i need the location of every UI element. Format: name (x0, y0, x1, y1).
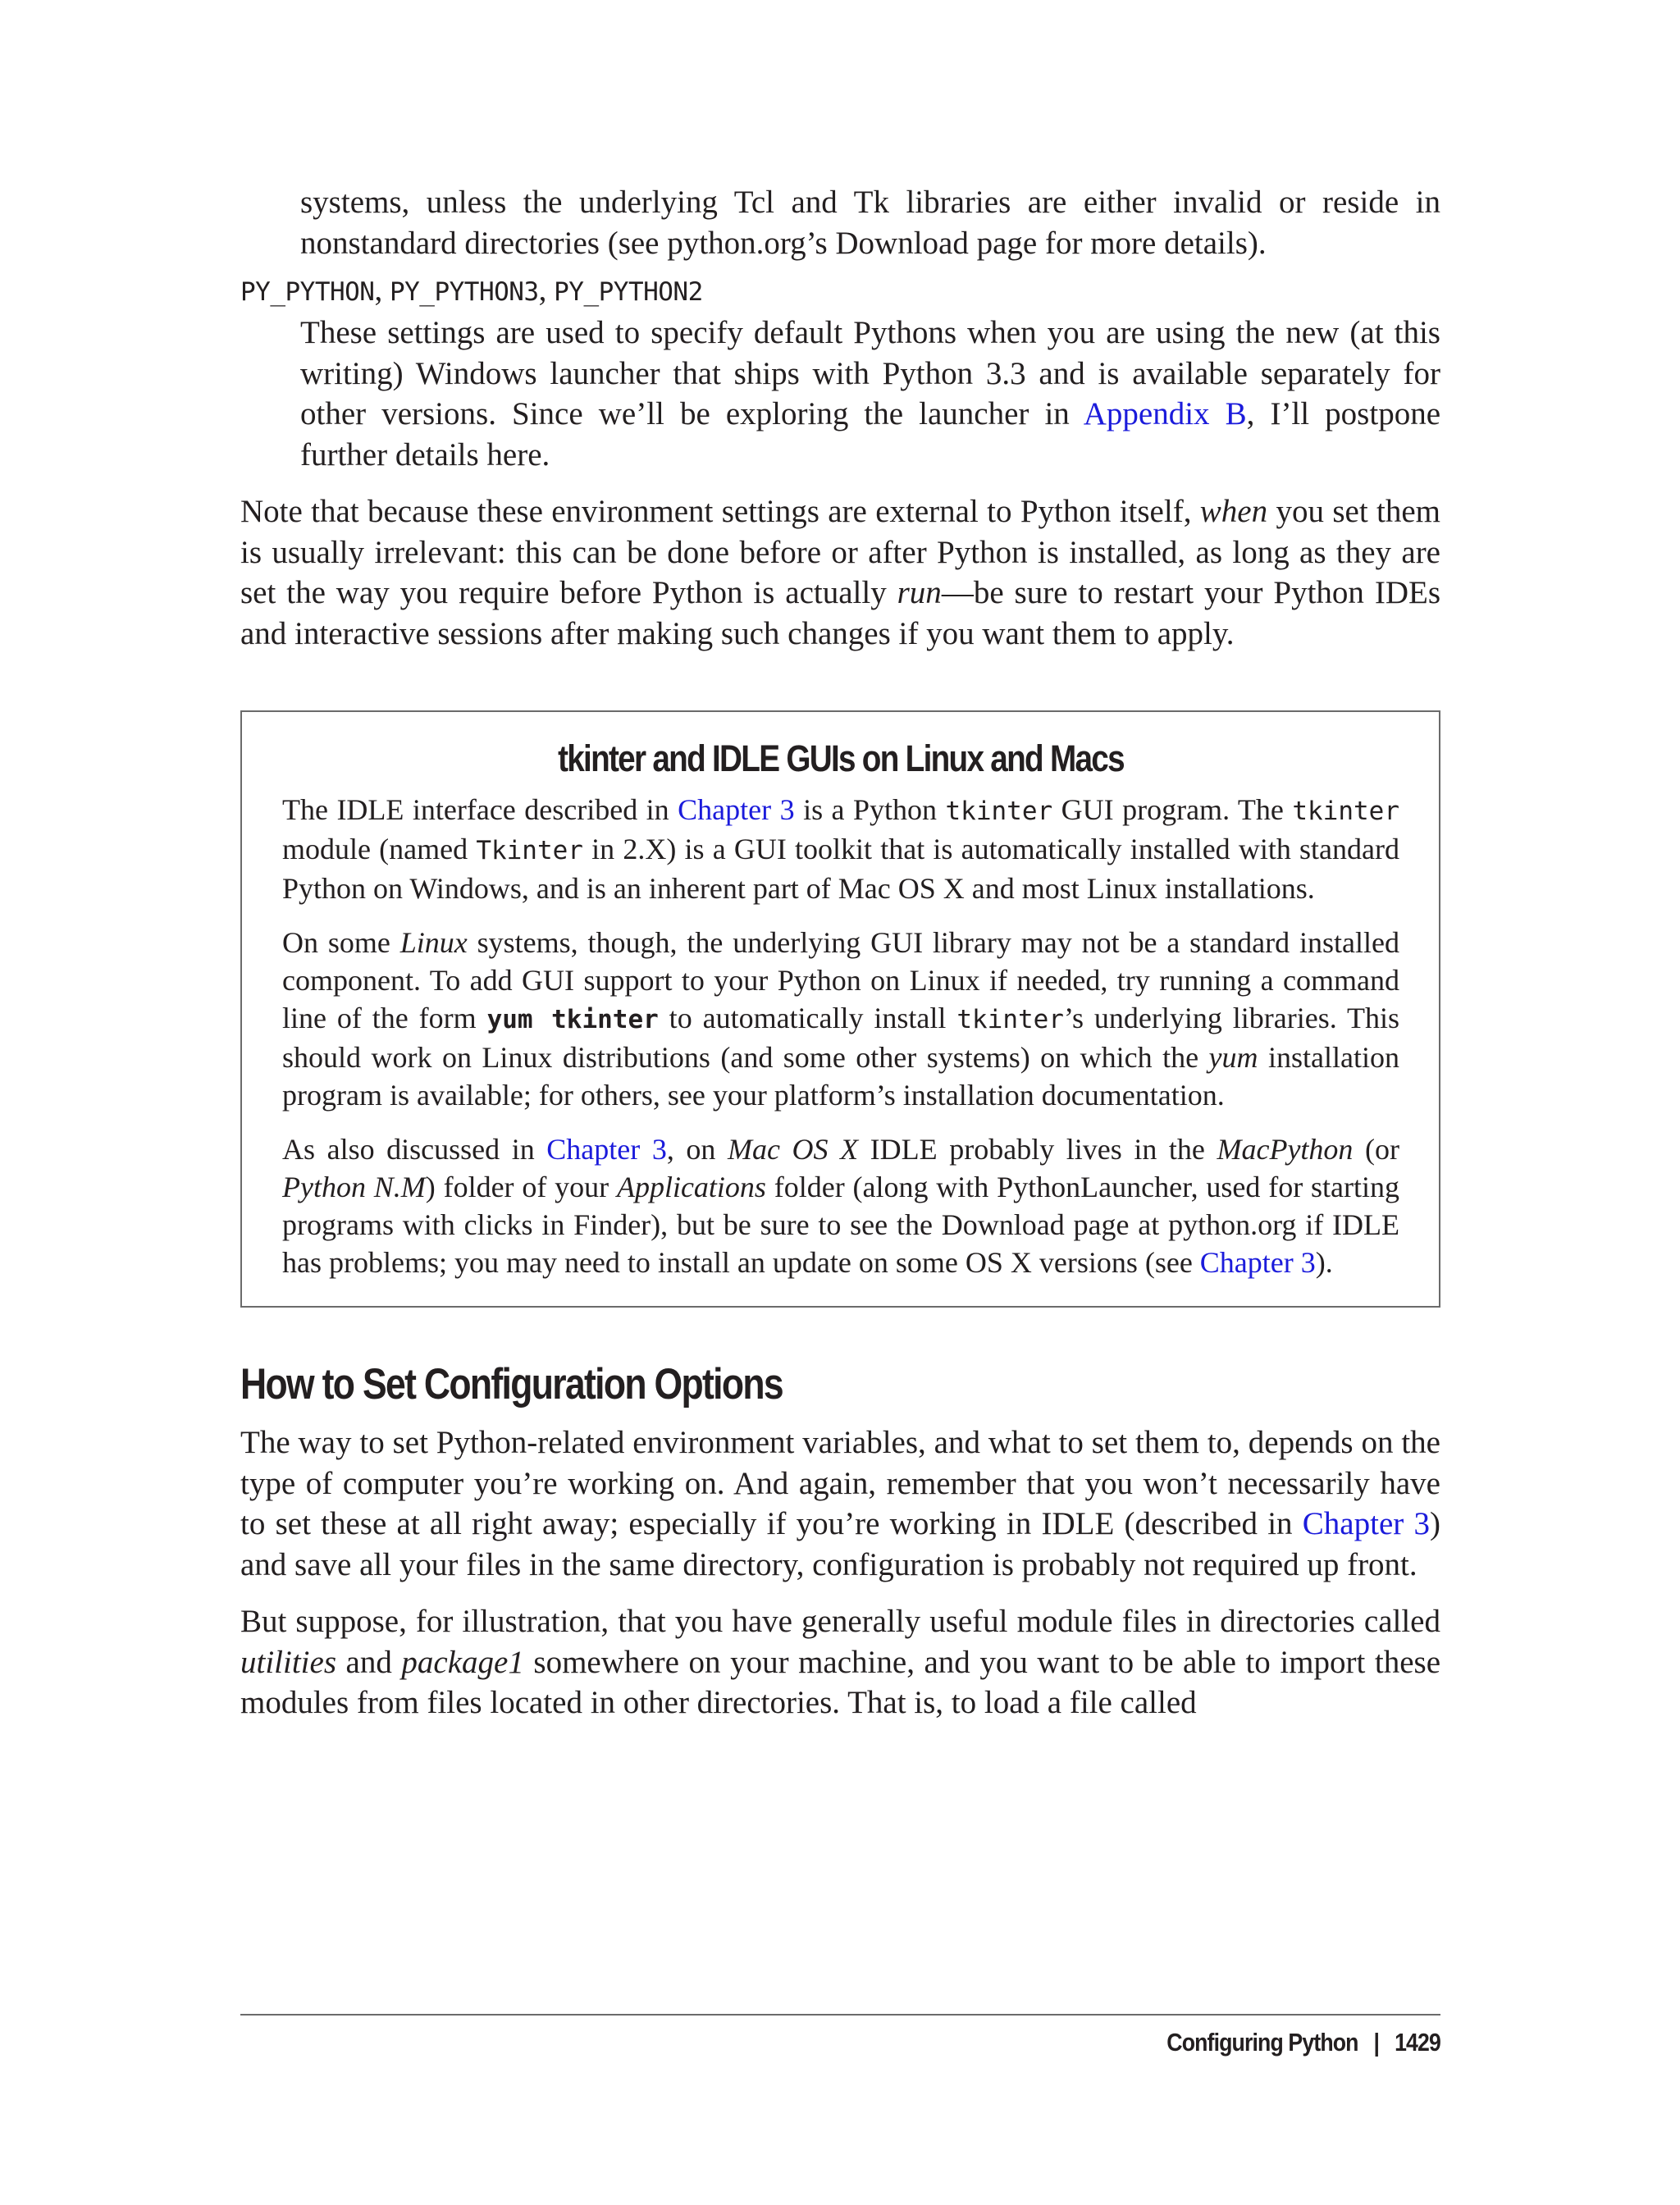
running-head: Configuring Python (1166, 2028, 1358, 2057)
sp1-text-a: The IDLE interface described in (282, 793, 678, 826)
sp3-text-a: As also discussed in (282, 1133, 547, 1166)
s2-text-b: and (336, 1644, 402, 1680)
s1-text-a: The way to set Python-related environment variables, and what to set them to, depends on the type of computer you’re working on. And again, remember that you won’t necessarily have to set these at all right away; especially if you’re working in IDLE (described in (240, 1425, 1440, 1541)
sp1-text-d: module (named (282, 833, 477, 865)
intro-paragraph (300, 182, 1440, 263)
term-def-text-b: , I’ll postpone further details here. (300, 396, 1440, 472)
chapter-3-link[interactable]: Chapter 3 (546, 1133, 667, 1166)
code-tkinter: tkinter (945, 797, 1053, 826)
sp1-text-e: in 2.X) is a GUI toolkit that is automatically installed with standard Python on Windows, and is an inherent part of Mac OS X and most Linux installations. (282, 833, 1400, 905)
code-tkinter: tkinter (1292, 797, 1399, 826)
footer-separator: | (1373, 2028, 1380, 2057)
page-body (240, 182, 1440, 1723)
sidebar-paragraph-1 (282, 791, 1399, 907)
term-separator-2: , (538, 272, 555, 308)
sp1-text-b: is a Python (794, 793, 946, 826)
section-paragraph-1 (240, 1422, 1440, 1585)
code-Tkinter: Tkinter (476, 836, 583, 865)
sp3-mac-os-x: Mac OS X (728, 1133, 859, 1166)
code-tkinter: tkinter (956, 1005, 1064, 1034)
note-text-a: Note that because these environment settings are external to Python itself, (240, 494, 1200, 529)
page-footer (1166, 2026, 1440, 2059)
sp3-text-f: folder (along with PythonLauncher, used for starting programs with clicks in Finder), but be sure to see the Download page at python.org if IDLE has problems; you may need to install an update on some OS X versions (see (282, 1171, 1399, 1279)
sp3-text-e: ) folder of your (425, 1171, 617, 1203)
term-definition (300, 313, 1440, 475)
sidebar-title: tkinter and IDLE GUIs on Linux and Macs (558, 737, 1124, 779)
s2-utilities: utilities (240, 1644, 336, 1680)
section-heading: How to Set Configuration Options (240, 1360, 783, 1408)
sp2-text-d: ’s underlying libraries. This should work on Linux distributions (and some other systems) on which the (282, 1002, 1399, 1074)
sidebar-paragraph-2 (282, 924, 1399, 1114)
s2-text-a: But suppose, for illustration, that you have generally useful module files in directories called (240, 1604, 1440, 1639)
term-def-text-a: These settings are used to specify default Pythons when you are using the new (at this writing) Windows launcher that ships with Python 3.3 and is available separately for other versions. Since we’ll be exploring the launcher in (300, 315, 1440, 431)
note-when: when (1199, 494, 1268, 529)
footer-rule (240, 2014, 1440, 2016)
sp2-linux: Linux (399, 926, 468, 959)
s2-text-c: somewhere on your machine, and you want to be able to import these modules from files located in other directories. That is, to load a file called (240, 1644, 1441, 1720)
sp3-text-g: ). (1315, 1246, 1333, 1279)
note-run: run (897, 575, 942, 610)
term-entry (240, 270, 1440, 313)
intro-text: systems, unless the underlying Tcl and Tk libraries are either invalid or reside in nonstandard directories (see python.org’s Download page for more details). (300, 185, 1440, 261)
code-yum-tkinter: yum tkinter (486, 1005, 659, 1034)
sp2-text-b: systems, though, the underlying GUI library may not be a standard installed component. To add GUI support to your Python on Linux if needed, try running a command line of the form (282, 926, 1399, 1034)
chapter-3-link[interactable]: Chapter 3 (1199, 1246, 1316, 1279)
term-var-3: PY_PYTHON2 (554, 277, 703, 307)
sidebar-paragraph-3 (282, 1130, 1399, 1281)
chapter-3-link[interactable]: Chapter 3 (678, 793, 795, 826)
sp2-text-c: to automatically install (658, 1002, 957, 1034)
note-text-c: —be sure to restart your Python IDEs and interactive sessions after making such changes if you want them to apply. (240, 575, 1440, 651)
term-var-2: PY_PYTHON3 (389, 277, 539, 307)
sp3-python-nm: Python N.M (282, 1171, 426, 1203)
appendix-b-link[interactable]: Appendix B (1083, 396, 1247, 431)
note-text-b: you set them is usually irrelevant: this can be done before or after Python is installed, as long as they are set the way you require before Python is actually (240, 494, 1440, 610)
term-var-1: PY_PYTHON (240, 277, 375, 307)
sidebar-box (240, 710, 1440, 1308)
sp1-text-c: GUI program. The (1052, 793, 1293, 826)
sp2-text-e: installation program is available; for others, see your platform’s installation documentation. (282, 1041, 1399, 1112)
sp3-text-d: (or (1353, 1133, 1399, 1166)
note-paragraph (240, 491, 1440, 654)
sp3-text-c: IDLE probably lives in the (858, 1133, 1217, 1166)
sp3-applications: Applications (616, 1171, 766, 1203)
chapter-3-link[interactable]: Chapter 3 (1302, 1506, 1430, 1541)
term-separator-1: , (374, 272, 390, 308)
page-number: 1429 (1395, 2028, 1440, 2057)
s1-text-b: ) and save all your files in the same directory, configuration is probably not required up front. (240, 1506, 1440, 1582)
sp2-text-a: On some (282, 926, 400, 959)
sp3-macpython: MacPython (1217, 1133, 1354, 1166)
sp2-yum: yum (1208, 1041, 1258, 1074)
section-paragraph-2 (240, 1601, 1440, 1723)
s2-package1: package1 (401, 1644, 524, 1680)
sp3-text-b: , on (666, 1133, 728, 1166)
